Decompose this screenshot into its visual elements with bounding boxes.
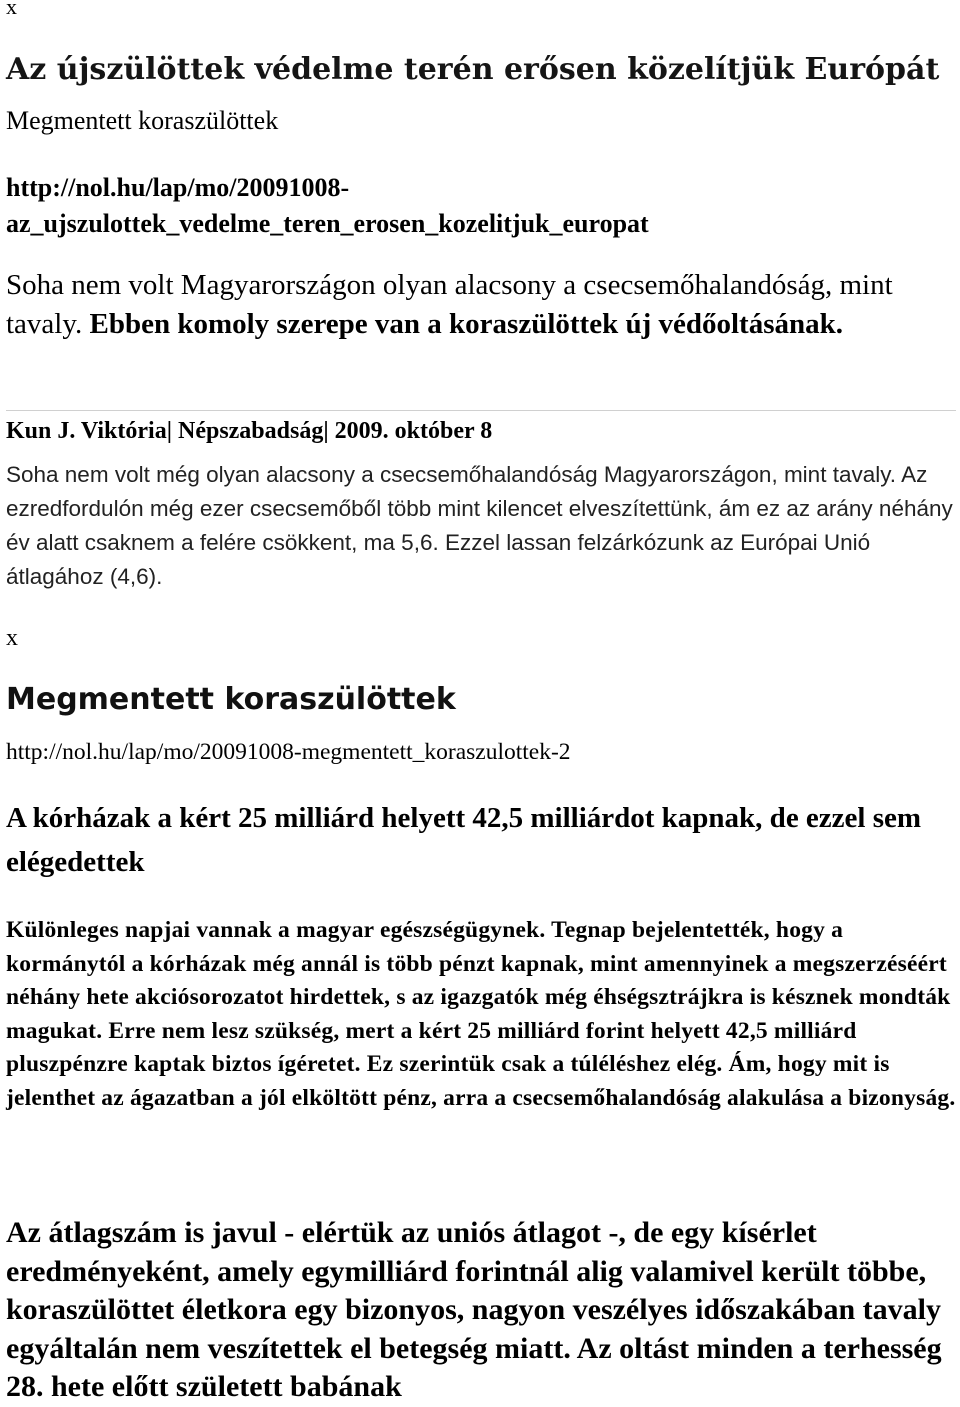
second-article-url: http://nol.hu/lap/mo/20091008-megmentett_koraszulottek-2 bbox=[6, 739, 571, 765]
lead-regular: Soha nem volt Magyarországon olyan alacsony a csecsemőhalandóság, mint tavaly. bbox=[6, 269, 893, 340]
second-article-title: Megmentett koraszülöttek bbox=[6, 682, 456, 717]
article-url: http://nol.hu/lap/mo/20091008-az_ujszulottek_vedelme_teren_erosen_kozelitjuk_europat bbox=[6, 173, 649, 238]
second-article-section-heading: Az átlagszám is javul - elértük az uniós átlagot -, de egy kísérlet eredményeként, amely egymilliárd forintnál alig valamivel került többe, koraszülöttet életkora egy bizonyos, nagyon veszélyes időszakában tavaly egyáltalán nem veszítettek el betegség miatt. Az oltást minden a terhesség 28. hete előtt született babának bbox=[6, 1216, 942, 1403]
section-marker-top: x bbox=[6, 0, 17, 19]
article-body: Soha nem volt még olyan alacsony a csecsemőhalandóság Magyarországon, mint tavaly. Az ezredfordulón még ezer csecsemőből több mint kilencet elveszítettünk, ám ez az arány néhány év alatt csaknem a felére csökkent, ma 5,6. Ezzel lassan felzárkózunk az Európai Unió átlagához (4,6). bbox=[6, 462, 953, 589]
article-byline: Kun J. Viktória| Népszabadság| 2009. október 8 bbox=[6, 410, 956, 449]
second-article-body: Különleges napjai vannak a magyar egészségügynek. Tegnap bejelentették, hogy a kormánytól a kórházak még annál is több pénzt kapnak, mint amennyinek a megszerzéséért néhány hete akciósorozatot hirdettek, s az igazgatók még éhségsztrájkra is késznek mondták magukat. Erre nem lesz szükség, mert a kért 25 milliárd forint helyett 42,5 milliárd pluszpénzre kaptak biztos ígéretet. Ez szerintük csak a túléléshez elég. Ám, hogy mit is jelenthet az ágazatban a jól elköltött pénz, arra a csecsemőhalandóság alakulása a bizonyság. bbox=[6, 917, 956, 1111]
section-marker-mid: x bbox=[6, 625, 18, 651]
article-lead bbox=[6, 266, 956, 344]
second-article-headline: A kórházak a kért 25 milliárd helyett 42,5 milliárdot kapnak, de ezzel sem elégedettek bbox=[6, 802, 922, 878]
lead-bold: Ebben komoly szerepe van a koraszülöttek új védőoltásának. bbox=[89, 308, 844, 340]
article-title: Az újszülöttek védelme terén erősen közelítjük Európát bbox=[6, 52, 940, 87]
article-subtitle: Megmentett koraszülöttek bbox=[6, 106, 279, 135]
